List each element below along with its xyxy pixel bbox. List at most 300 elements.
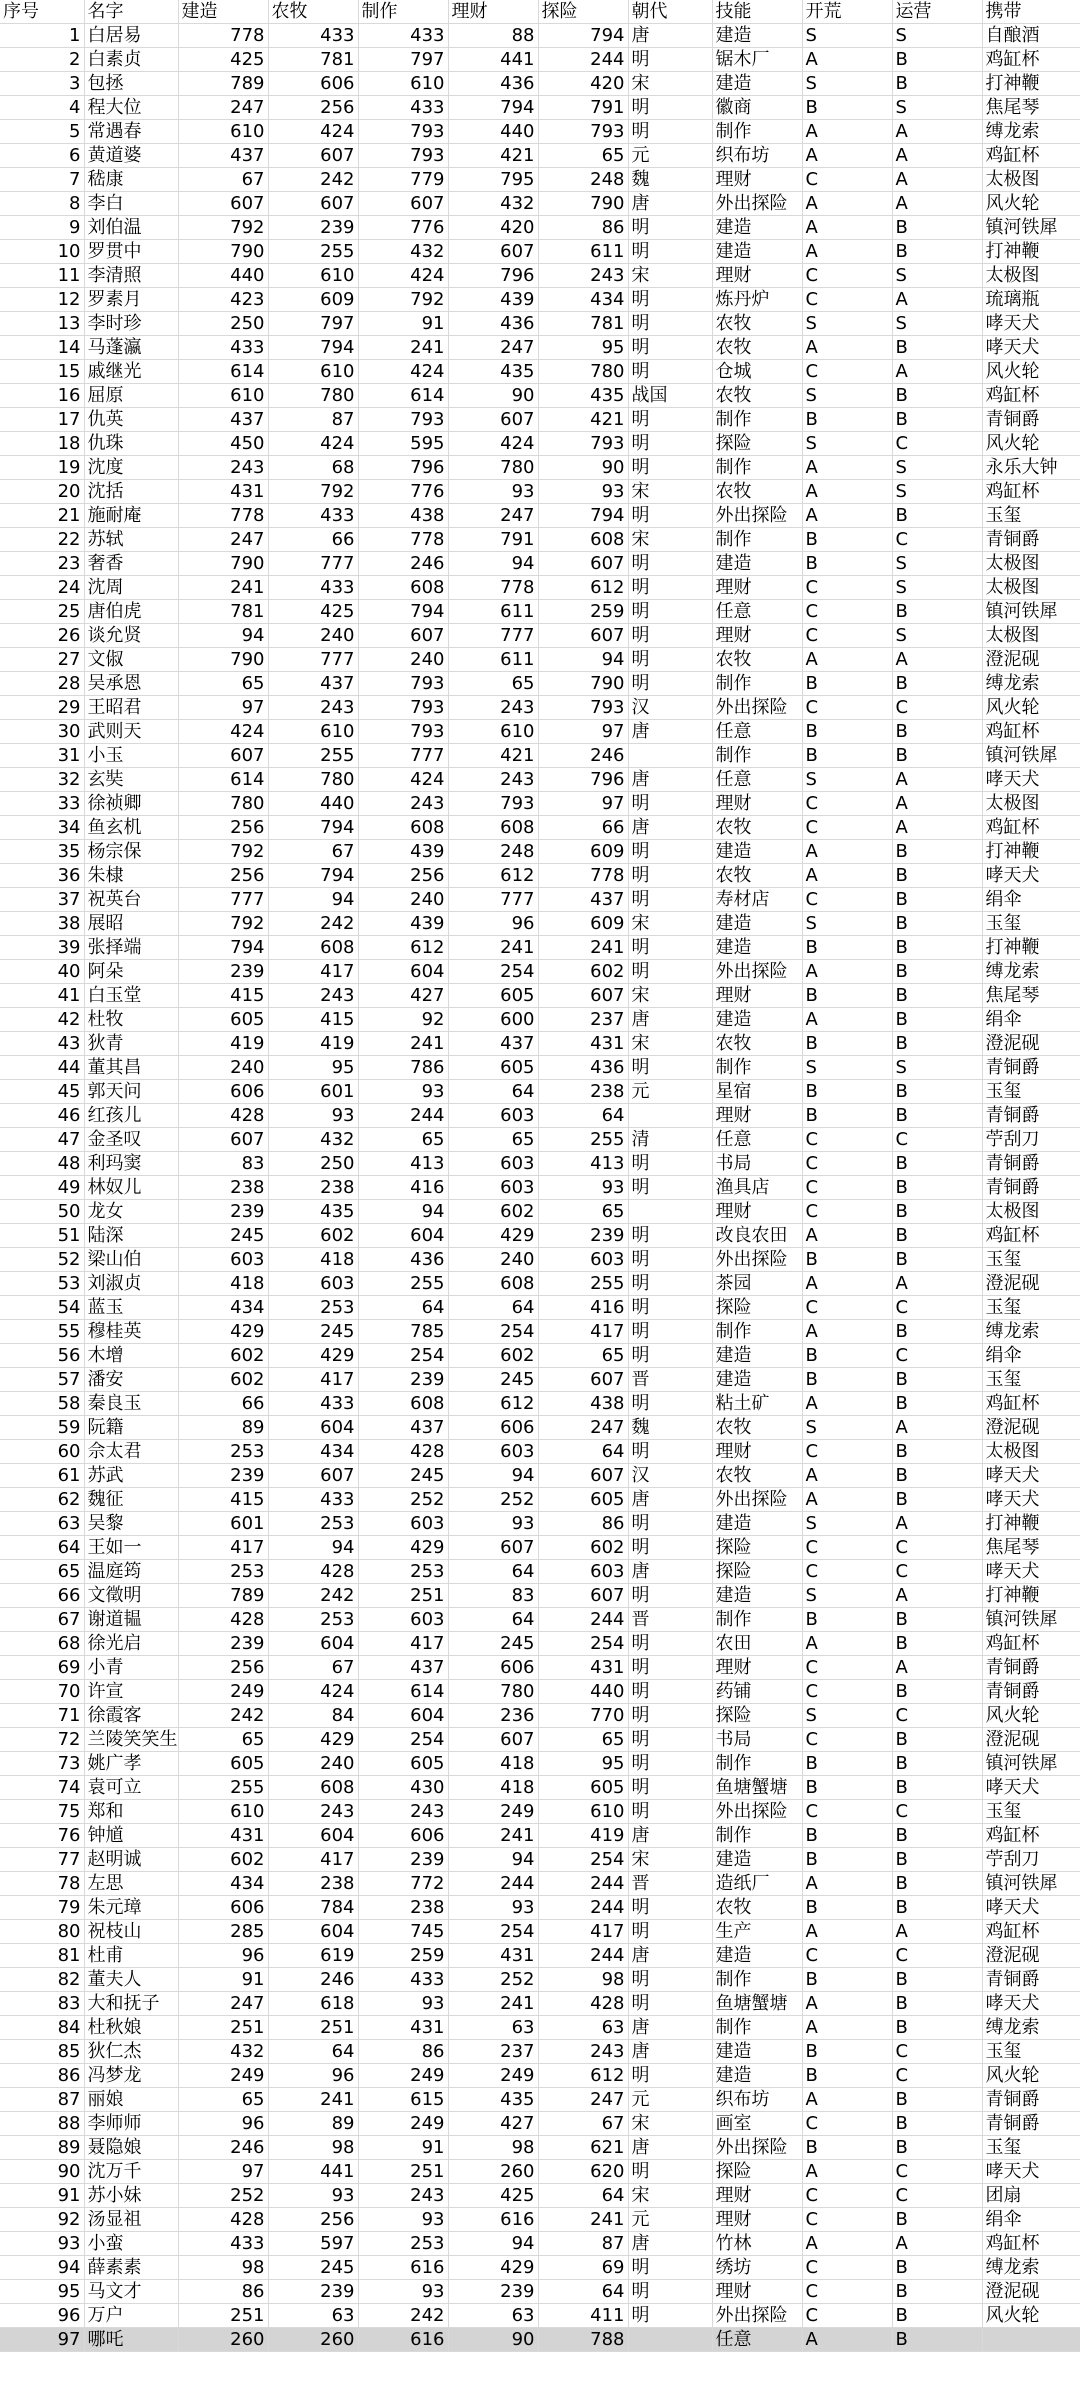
cell-skill[interactable]: 鱼塘蟹塘 bbox=[712, 1992, 802, 2016]
cell-skill[interactable]: 建造 bbox=[712, 840, 802, 864]
cell-skill[interactable]: 书局 bbox=[712, 1728, 802, 1752]
table-row[interactable] bbox=[0, 432, 1080, 456]
cell-explore[interactable]: 612 bbox=[538, 2064, 628, 2088]
cell-operate[interactable]: B bbox=[892, 2208, 982, 2232]
cell-craft[interactable]: 243 bbox=[358, 1800, 448, 1824]
cell-explore[interactable]: 66 bbox=[538, 816, 628, 840]
cell-dynasty[interactable]: 明 bbox=[628, 1056, 712, 1080]
cell-pioneer[interactable]: C bbox=[802, 288, 892, 312]
cell-index[interactable]: 59 bbox=[0, 1416, 84, 1440]
cell-farm[interactable]: 64 bbox=[268, 2040, 358, 2064]
cell-build[interactable]: 792 bbox=[178, 216, 268, 240]
cell-index[interactable]: 48 bbox=[0, 1152, 84, 1176]
cell-farm[interactable]: 87 bbox=[268, 408, 358, 432]
cell-name[interactable]: 玄奘 bbox=[84, 768, 178, 792]
table-row[interactable] bbox=[0, 2088, 1080, 2112]
cell-skill[interactable]: 建造 bbox=[712, 2040, 802, 2064]
table-row[interactable] bbox=[0, 384, 1080, 408]
cell-finance[interactable]: 791 bbox=[448, 528, 538, 552]
cell-index[interactable]: 16 bbox=[0, 384, 84, 408]
cell-dynasty[interactable]: 明 bbox=[628, 1704, 712, 1728]
cell-dynasty[interactable]: 明 bbox=[628, 1776, 712, 1800]
cell-pioneer[interactable]: C bbox=[802, 1944, 892, 1968]
cell-name[interactable]: 薛素素 bbox=[84, 2256, 178, 2280]
cell-farm[interactable]: 240 bbox=[268, 624, 358, 648]
cell-skill[interactable]: 炼丹炉 bbox=[712, 288, 802, 312]
cell-index[interactable]: 95 bbox=[0, 2280, 84, 2304]
cell-farm[interactable]: 418 bbox=[268, 1248, 358, 1272]
cell-dynasty[interactable]: 清 bbox=[628, 1128, 712, 1152]
cell-pioneer[interactable]: B bbox=[802, 672, 892, 696]
cell-build[interactable]: 250 bbox=[178, 312, 268, 336]
cell-operate[interactable]: B bbox=[892, 2304, 982, 2328]
cell-carry[interactable]: 风火轮 bbox=[982, 2304, 1080, 2328]
cell-operate[interactable]: C bbox=[892, 1296, 982, 1320]
cell-index[interactable]: 38 bbox=[0, 912, 84, 936]
cell-explore[interactable]: 621 bbox=[538, 2136, 628, 2160]
cell-craft[interactable]: 614 bbox=[358, 1680, 448, 1704]
cell-index[interactable]: 24 bbox=[0, 576, 84, 600]
cell-skill[interactable]: 建造 bbox=[712, 1008, 802, 1032]
cell-operate[interactable]: C bbox=[892, 528, 982, 552]
cell-operate[interactable]: B bbox=[892, 1080, 982, 1104]
cell-operate[interactable]: B bbox=[892, 888, 982, 912]
table-row[interactable] bbox=[0, 1632, 1080, 1656]
cell-skill[interactable]: 理财 bbox=[712, 984, 802, 1008]
cell-pioneer[interactable]: C bbox=[802, 624, 892, 648]
cell-index[interactable]: 66 bbox=[0, 1584, 84, 1608]
cell-name[interactable]: 刘伯温 bbox=[84, 216, 178, 240]
cell-build[interactable]: 434 bbox=[178, 1296, 268, 1320]
cell-explore[interactable]: 607 bbox=[538, 552, 628, 576]
cell-finance[interactable]: 794 bbox=[448, 96, 538, 120]
cell-carry[interactable]: 青铜爵 bbox=[982, 2088, 1080, 2112]
cell-index[interactable]: 22 bbox=[0, 528, 84, 552]
cell-operate[interactable]: B bbox=[892, 864, 982, 888]
cell-carry[interactable]: 镇河铁犀 bbox=[982, 1608, 1080, 1632]
cell-carry[interactable]: 风火轮 bbox=[982, 192, 1080, 216]
cell-operate[interactable]: B bbox=[892, 1824, 982, 1848]
cell-farm[interactable]: 93 bbox=[268, 2184, 358, 2208]
cell-build[interactable]: 83 bbox=[178, 1152, 268, 1176]
cell-carry[interactable]: 哮天犬 bbox=[982, 1464, 1080, 1488]
cell-build[interactable]: 606 bbox=[178, 1080, 268, 1104]
cell-finance[interactable]: 421 bbox=[448, 144, 538, 168]
cell-operate[interactable]: B bbox=[892, 1440, 982, 1464]
table-row[interactable] bbox=[0, 120, 1080, 144]
cell-skill[interactable]: 农牧 bbox=[712, 384, 802, 408]
cell-carry[interactable]: 玉玺 bbox=[982, 1248, 1080, 1272]
cell-index[interactable]: 84 bbox=[0, 2016, 84, 2040]
cell-craft[interactable]: 607 bbox=[358, 624, 448, 648]
table-row[interactable] bbox=[0, 1152, 1080, 1176]
cell-name[interactable]: 仇珠 bbox=[84, 432, 178, 456]
cell-carry[interactable]: 青铜爵 bbox=[982, 1056, 1080, 1080]
cell-finance[interactable]: 605 bbox=[448, 1056, 538, 1080]
cell-build[interactable]: 65 bbox=[178, 672, 268, 696]
cell-build[interactable]: 423 bbox=[178, 288, 268, 312]
cell-pioneer[interactable]: S bbox=[802, 72, 892, 96]
cell-dynasty[interactable]: 唐 bbox=[628, 192, 712, 216]
header-pioneer[interactable]: 开荒 bbox=[802, 0, 892, 24]
cell-farm[interactable]: 608 bbox=[268, 1776, 358, 1800]
cell-index[interactable]: 65 bbox=[0, 1560, 84, 1584]
table-row[interactable] bbox=[0, 1800, 1080, 1824]
cell-pioneer[interactable]: C bbox=[802, 792, 892, 816]
cell-craft[interactable]: 604 bbox=[358, 1224, 448, 1248]
cell-dynasty[interactable]: 宋 bbox=[628, 2112, 712, 2136]
cell-operate[interactable]: S bbox=[892, 480, 982, 504]
cell-dynasty[interactable]: 明 bbox=[628, 1896, 712, 1920]
cell-build[interactable]: 602 bbox=[178, 1368, 268, 1392]
cell-build[interactable]: 242 bbox=[178, 1704, 268, 1728]
cell-farm[interactable]: 618 bbox=[268, 1992, 358, 2016]
cell-craft[interactable]: 254 bbox=[358, 1344, 448, 1368]
cell-skill[interactable]: 改良农田 bbox=[712, 1224, 802, 1248]
cell-name[interactable]: 郭天问 bbox=[84, 1080, 178, 1104]
table-row[interactable] bbox=[0, 1224, 1080, 1248]
cell-skill[interactable]: 织布坊 bbox=[712, 144, 802, 168]
cell-craft[interactable]: 792 bbox=[358, 288, 448, 312]
cell-dynasty[interactable]: 汉 bbox=[628, 1464, 712, 1488]
cell-index[interactable]: 36 bbox=[0, 864, 84, 888]
cell-name[interactable]: 张择端 bbox=[84, 936, 178, 960]
cell-dynasty[interactable]: 明 bbox=[628, 1272, 712, 1296]
cell-carry[interactable]: 哮天犬 bbox=[982, 336, 1080, 360]
cell-name[interactable]: 狄青 bbox=[84, 1032, 178, 1056]
cell-dynasty[interactable]: 明 bbox=[628, 1224, 712, 1248]
cell-finance[interactable]: 777 bbox=[448, 624, 538, 648]
cell-explore[interactable]: 609 bbox=[538, 912, 628, 936]
cell-craft[interactable]: 249 bbox=[358, 2064, 448, 2088]
cell-index[interactable]: 60 bbox=[0, 1440, 84, 1464]
cell-skill[interactable]: 制作 bbox=[712, 528, 802, 552]
cell-carry[interactable]: 鸡缸杯 bbox=[982, 1920, 1080, 1944]
cell-carry[interactable]: 太极图 bbox=[982, 792, 1080, 816]
cell-name[interactable]: 姚广孝 bbox=[84, 1752, 178, 1776]
cell-build[interactable]: 610 bbox=[178, 384, 268, 408]
cell-farm[interactable]: 250 bbox=[268, 1152, 358, 1176]
cell-finance[interactable]: 237 bbox=[448, 2040, 538, 2064]
cell-dynasty[interactable]: 晋 bbox=[628, 1872, 712, 1896]
cell-farm[interactable]: 607 bbox=[268, 192, 358, 216]
cell-dynasty[interactable]: 明 bbox=[628, 552, 712, 576]
cell-finance[interactable]: 777 bbox=[448, 888, 538, 912]
table-row[interactable] bbox=[0, 1032, 1080, 1056]
cell-index[interactable]: 13 bbox=[0, 312, 84, 336]
cell-pioneer[interactable]: C bbox=[802, 1800, 892, 1824]
cell-build[interactable]: 777 bbox=[178, 888, 268, 912]
cell-explore[interactable]: 237 bbox=[538, 1008, 628, 1032]
cell-craft[interactable]: 612 bbox=[358, 936, 448, 960]
cell-explore[interactable]: 420 bbox=[538, 72, 628, 96]
cell-name[interactable]: 谢道韫 bbox=[84, 1608, 178, 1632]
table-row[interactable] bbox=[0, 1776, 1080, 1800]
cell-finance[interactable]: 64 bbox=[448, 1080, 538, 1104]
cell-dynasty[interactable]: 明 bbox=[628, 1392, 712, 1416]
cell-name[interactable]: 龙女 bbox=[84, 1200, 178, 1224]
cell-explore[interactable]: 778 bbox=[538, 864, 628, 888]
cell-craft[interactable]: 94 bbox=[358, 1200, 448, 1224]
cell-dynasty[interactable]: 明 bbox=[628, 2064, 712, 2088]
cell-skill[interactable]: 理财 bbox=[712, 792, 802, 816]
header-finance[interactable]: 理财 bbox=[448, 0, 538, 24]
cell-index[interactable]: 72 bbox=[0, 1728, 84, 1752]
cell-index[interactable]: 44 bbox=[0, 1056, 84, 1080]
cell-carry[interactable]: 哮天犬 bbox=[982, 1560, 1080, 1584]
cell-explore[interactable]: 605 bbox=[538, 1776, 628, 1800]
cell-carry[interactable]: 鸡缸杯 bbox=[982, 480, 1080, 504]
cell-craft[interactable]: 243 bbox=[358, 2184, 448, 2208]
cell-name[interactable]: 许宣 bbox=[84, 1680, 178, 1704]
cell-craft[interactable]: 610 bbox=[358, 72, 448, 96]
cell-farm[interactable]: 794 bbox=[268, 864, 358, 888]
cell-dynasty[interactable]: 唐 bbox=[628, 1008, 712, 1032]
cell-skill[interactable]: 绣坊 bbox=[712, 2256, 802, 2280]
cell-build[interactable]: 790 bbox=[178, 552, 268, 576]
cell-pioneer[interactable]: A bbox=[802, 1008, 892, 1032]
table-row[interactable] bbox=[0, 2256, 1080, 2280]
table-row[interactable] bbox=[0, 1704, 1080, 1728]
cell-craft[interactable]: 432 bbox=[358, 240, 448, 264]
cell-skill[interactable]: 制作 bbox=[712, 1056, 802, 1080]
cell-pioneer[interactable]: C bbox=[802, 264, 892, 288]
cell-farm[interactable]: 251 bbox=[268, 2016, 358, 2040]
cell-index[interactable]: 37 bbox=[0, 888, 84, 912]
cell-carry[interactable]: 青铜爵 bbox=[982, 1152, 1080, 1176]
cell-carry[interactable]: 太极图 bbox=[982, 168, 1080, 192]
cell-dynasty[interactable]: 唐 bbox=[628, 2136, 712, 2160]
cell-operate[interactable]: C bbox=[892, 2184, 982, 2208]
cell-finance[interactable]: 94 bbox=[448, 1464, 538, 1488]
cell-carry[interactable]: 青铜爵 bbox=[982, 1968, 1080, 1992]
cell-explore[interactable]: 607 bbox=[538, 984, 628, 1008]
cell-operate[interactable]: A bbox=[892, 1920, 982, 1944]
cell-name[interactable]: 沈度 bbox=[84, 456, 178, 480]
table-row[interactable] bbox=[0, 1584, 1080, 1608]
cell-build[interactable]: 781 bbox=[178, 600, 268, 624]
cell-operate[interactable]: B bbox=[892, 600, 982, 624]
cell-build[interactable]: 252 bbox=[178, 2184, 268, 2208]
cell-finance[interactable]: 88 bbox=[448, 24, 538, 48]
cell-carry[interactable]: 焦尾琴 bbox=[982, 984, 1080, 1008]
cell-index[interactable]: 40 bbox=[0, 960, 84, 984]
cell-finance[interactable]: 90 bbox=[448, 384, 538, 408]
cell-carry[interactable]: 绢伞 bbox=[982, 888, 1080, 912]
cell-operate[interactable]: B bbox=[892, 1032, 982, 1056]
cell-farm[interactable]: 781 bbox=[268, 48, 358, 72]
table-row[interactable] bbox=[0, 960, 1080, 984]
cell-index[interactable]: 90 bbox=[0, 2160, 84, 2184]
cell-dynasty[interactable]: 唐 bbox=[628, 2040, 712, 2064]
cell-carry[interactable]: 太极图 bbox=[982, 1200, 1080, 1224]
cell-carry[interactable]: 打神鞭 bbox=[982, 240, 1080, 264]
table-row[interactable] bbox=[0, 480, 1080, 504]
cell-build[interactable]: 418 bbox=[178, 1272, 268, 1296]
cell-name[interactable]: 奢香 bbox=[84, 552, 178, 576]
cell-farm[interactable]: 417 bbox=[268, 1848, 358, 1872]
cell-explore[interactable]: 434 bbox=[538, 288, 628, 312]
cell-operate[interactable]: B bbox=[892, 1896, 982, 1920]
cell-build[interactable]: 431 bbox=[178, 480, 268, 504]
cell-skill[interactable]: 理财 bbox=[712, 2208, 802, 2232]
table-row[interactable] bbox=[0, 1104, 1080, 1128]
cell-pioneer[interactable]: S bbox=[802, 1584, 892, 1608]
cell-build[interactable]: 247 bbox=[178, 96, 268, 120]
table-row[interactable] bbox=[0, 1056, 1080, 1080]
table-row[interactable] bbox=[0, 1368, 1080, 1392]
cell-pioneer[interactable]: B bbox=[802, 2064, 892, 2088]
cell-index[interactable]: 51 bbox=[0, 1224, 84, 1248]
cell-name[interactable]: 赵明诚 bbox=[84, 1848, 178, 1872]
cell-carry[interactable]: 澄泥砚 bbox=[982, 1944, 1080, 1968]
cell-skill[interactable]: 外出探险 bbox=[712, 1488, 802, 1512]
cell-skill[interactable]: 农牧 bbox=[712, 1416, 802, 1440]
cell-pioneer[interactable]: A bbox=[802, 1992, 892, 2016]
cell-index[interactable]: 82 bbox=[0, 1968, 84, 1992]
cell-skill[interactable]: 探险 bbox=[712, 1704, 802, 1728]
cell-finance[interactable]: 600 bbox=[448, 1008, 538, 1032]
cell-index[interactable]: 46 bbox=[0, 1104, 84, 1128]
cell-operate[interactable]: A bbox=[892, 192, 982, 216]
cell-dynasty[interactable]: 明 bbox=[628, 240, 712, 264]
cell-name[interactable]: 施耐庵 bbox=[84, 504, 178, 528]
cell-carry[interactable]: 太极图 bbox=[982, 1440, 1080, 1464]
cell-pioneer[interactable]: B bbox=[802, 2040, 892, 2064]
cell-build[interactable]: 778 bbox=[178, 504, 268, 528]
cell-pioneer[interactable]: B bbox=[802, 744, 892, 768]
cell-name[interactable]: 阿朵 bbox=[84, 960, 178, 984]
cell-dynasty[interactable]: 宋 bbox=[628, 264, 712, 288]
cell-pioneer[interactable]: B bbox=[802, 1104, 892, 1128]
cell-finance[interactable]: 439 bbox=[448, 288, 538, 312]
cell-farm[interactable]: 417 bbox=[268, 960, 358, 984]
cell-craft[interactable]: 616 bbox=[358, 2256, 448, 2280]
cell-dynasty[interactable]: 唐 bbox=[628, 2016, 712, 2040]
cell-farm[interactable]: 792 bbox=[268, 480, 358, 504]
cell-pioneer[interactable]: A bbox=[802, 1920, 892, 1944]
cell-skill[interactable]: 建造 bbox=[712, 936, 802, 960]
cell-carry[interactable]: 苧刮刀 bbox=[982, 1848, 1080, 1872]
cell-pioneer[interactable]: A bbox=[802, 456, 892, 480]
cell-pioneer[interactable]: C bbox=[802, 1296, 892, 1320]
cell-craft[interactable]: 772 bbox=[358, 1872, 448, 1896]
cell-pioneer[interactable]: B bbox=[802, 1248, 892, 1272]
cell-build[interactable]: 794 bbox=[178, 936, 268, 960]
cell-name[interactable]: 白素贞 bbox=[84, 48, 178, 72]
cell-index[interactable]: 45 bbox=[0, 1080, 84, 1104]
cell-dynasty[interactable]: 明 bbox=[628, 888, 712, 912]
cell-craft[interactable]: 615 bbox=[358, 2088, 448, 2112]
cell-skill[interactable]: 农牧 bbox=[712, 1896, 802, 1920]
cell-skill[interactable]: 理财 bbox=[712, 2280, 802, 2304]
cell-build[interactable]: 428 bbox=[178, 1608, 268, 1632]
cell-build[interactable]: 66 bbox=[178, 1392, 268, 1416]
cell-pioneer[interactable]: S bbox=[802, 1512, 892, 1536]
cell-finance[interactable]: 249 bbox=[448, 2064, 538, 2088]
cell-build[interactable]: 260 bbox=[178, 2328, 268, 2352]
cell-carry[interactable]: 风火轮 bbox=[982, 1704, 1080, 1728]
cell-carry[interactable]: 玉玺 bbox=[982, 1296, 1080, 1320]
cell-carry[interactable]: 太极图 bbox=[982, 264, 1080, 288]
cell-operate[interactable]: A bbox=[892, 648, 982, 672]
cell-operate[interactable]: S bbox=[892, 456, 982, 480]
cell-pioneer[interactable]: A bbox=[802, 2328, 892, 2352]
cell-craft[interactable]: 243 bbox=[358, 792, 448, 816]
cell-pioneer[interactable]: S bbox=[802, 1704, 892, 1728]
cell-carry[interactable]: 缚龙索 bbox=[982, 2016, 1080, 2040]
table-row[interactable] bbox=[0, 2208, 1080, 2232]
cell-build[interactable]: 89 bbox=[178, 1416, 268, 1440]
cell-craft[interactable]: 424 bbox=[358, 768, 448, 792]
table-row[interactable] bbox=[0, 624, 1080, 648]
cell-craft[interactable]: 256 bbox=[358, 864, 448, 888]
cell-name[interactable]: 杨宗保 bbox=[84, 840, 178, 864]
cell-finance[interactable]: 602 bbox=[448, 1200, 538, 1224]
cell-carry[interactable]: 鸡缸杯 bbox=[982, 1224, 1080, 1248]
cell-pioneer[interactable]: B bbox=[802, 1776, 892, 1800]
table-row[interactable] bbox=[0, 192, 1080, 216]
cell-explore[interactable]: 431 bbox=[538, 1656, 628, 1680]
cell-pioneer[interactable]: A bbox=[802, 1632, 892, 1656]
cell-explore[interactable]: 438 bbox=[538, 1392, 628, 1416]
cell-dynasty[interactable]: 明 bbox=[628, 312, 712, 336]
cell-explore[interactable]: 241 bbox=[538, 2208, 628, 2232]
cell-dynasty[interactable]: 明 bbox=[628, 1584, 712, 1608]
cell-finance[interactable]: 93 bbox=[448, 1512, 538, 1536]
cell-pioneer[interactable]: B bbox=[802, 552, 892, 576]
cell-carry[interactable]: 太极图 bbox=[982, 576, 1080, 600]
cell-explore[interactable]: 244 bbox=[538, 48, 628, 72]
cell-farm[interactable]: 253 bbox=[268, 1296, 358, 1320]
cell-craft[interactable]: 428 bbox=[358, 1440, 448, 1464]
table-row[interactable] bbox=[0, 2232, 1080, 2256]
cell-farm[interactable]: 63 bbox=[268, 2304, 358, 2328]
cell-carry[interactable]: 哮天犬 bbox=[982, 312, 1080, 336]
cell-skill[interactable]: 任意 bbox=[712, 768, 802, 792]
cell-index[interactable]: 15 bbox=[0, 360, 84, 384]
table-row[interactable] bbox=[0, 2184, 1080, 2208]
cell-skill[interactable]: 织布坊 bbox=[712, 2088, 802, 2112]
cell-pioneer[interactable]: A bbox=[802, 960, 892, 984]
table-row[interactable] bbox=[0, 744, 1080, 768]
cell-operate[interactable]: C bbox=[892, 1704, 982, 1728]
cell-dynasty[interactable]: 明 bbox=[628, 1512, 712, 1536]
cell-pioneer[interactable]: A bbox=[802, 336, 892, 360]
cell-craft[interactable]: 604 bbox=[358, 1704, 448, 1728]
cell-name[interactable]: 常遇春 bbox=[84, 120, 178, 144]
cell-farm[interactable]: 433 bbox=[268, 1488, 358, 1512]
cell-finance[interactable]: 83 bbox=[448, 1584, 538, 1608]
cell-skill[interactable]: 建造 bbox=[712, 912, 802, 936]
table-row[interactable] bbox=[0, 576, 1080, 600]
table-row[interactable] bbox=[0, 1416, 1080, 1440]
cell-name[interactable]: 李时珍 bbox=[84, 312, 178, 336]
cell-craft[interactable]: 608 bbox=[358, 576, 448, 600]
table-row[interactable] bbox=[0, 1728, 1080, 1752]
cell-pioneer[interactable]: A bbox=[802, 144, 892, 168]
cell-explore[interactable]: 67 bbox=[538, 2112, 628, 2136]
cell-carry[interactable]: 永乐大钟 bbox=[982, 456, 1080, 480]
cell-index[interactable]: 91 bbox=[0, 2184, 84, 2208]
cell-index[interactable]: 52 bbox=[0, 1248, 84, 1272]
cell-dynasty[interactable]: 明 bbox=[628, 1296, 712, 1320]
cell-build[interactable]: 419 bbox=[178, 1032, 268, 1056]
cell-index[interactable]: 4 bbox=[0, 96, 84, 120]
cell-farm[interactable]: 93 bbox=[268, 1104, 358, 1128]
cell-dynasty[interactable]: 明 bbox=[628, 1632, 712, 1656]
cell-pioneer[interactable]: B bbox=[802, 984, 892, 1008]
